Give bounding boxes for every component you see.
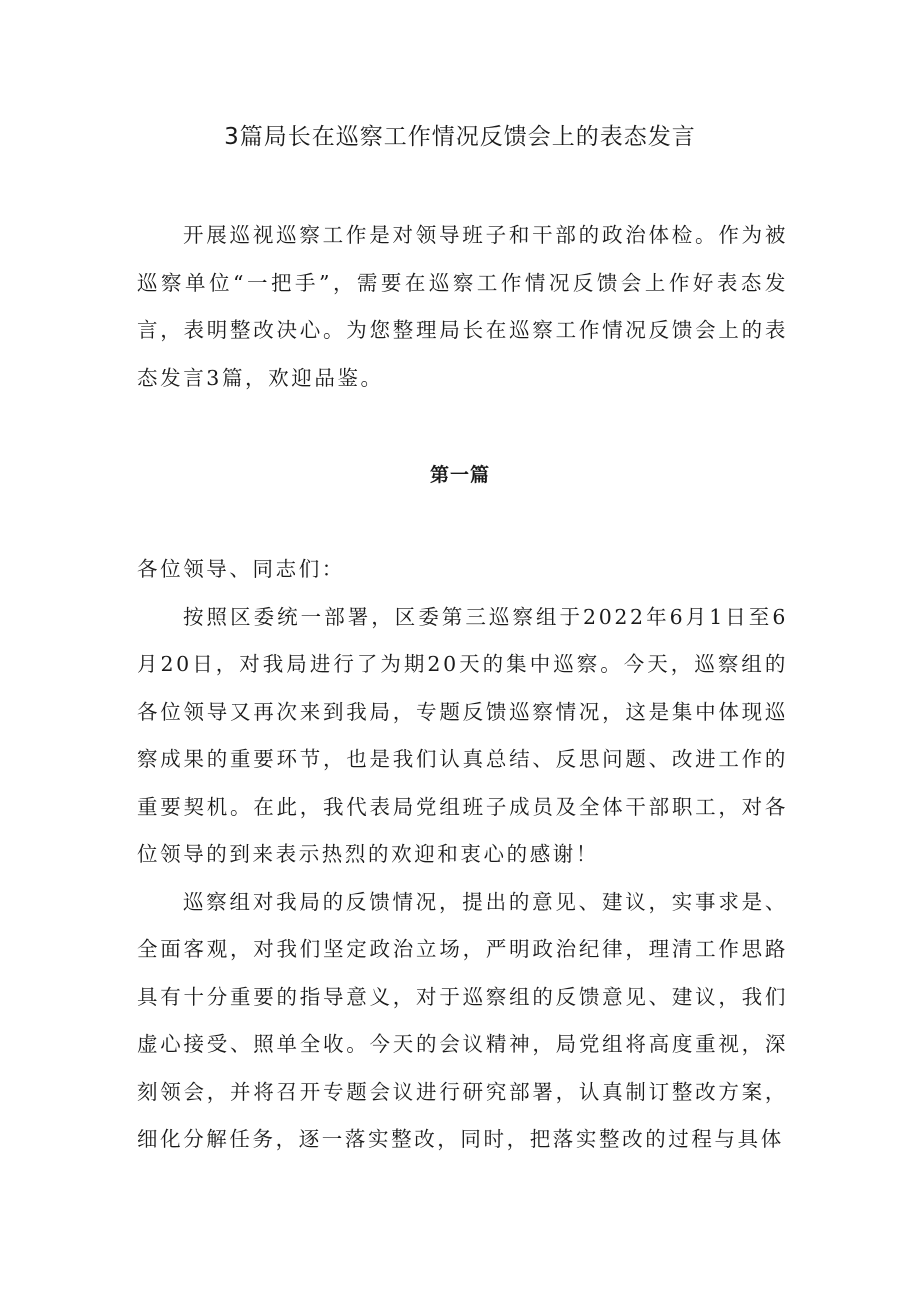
salutation: 各位领导、同志们：	[137, 557, 345, 581]
intro-paragraph: 开展巡视巡察工作是对领导班子和干部的政治体检。作为被巡察单位“一把手”，需要在巡察工作情况反馈会上作好表态发言，表明整改决心。为您整理局长在巡察工作情况反馈会上的表态发言3篇，欢迎品鉴。	[137, 223, 788, 390]
body-paragraph-2: 巡察组对我局的反馈情况，提出的意见、建议，实事求是、全面客观，对我们坚定政治立场，严明政治纪律，理清工作思路具有十分重要的指导意义，对于巡察组的反馈意见、建议，我们虚心接受、照单全收。今天的会议精神，局党组将高度重视，深刻领会，并将召开专题会议进行研究部署，认真制订整改方案，细化分解任务，逐一落实整改，同时，把落实整改的过程与具体	[137, 889, 788, 1151]
body-paragraph-1: 按照区委统一部署，区委第三巡察组于2022年6月1日至6月20日，对我局进行了为期20天的集中巡察。今天，巡察组的各位领导又再次来到我局，专题反馈巡察情况，这是集中体现巡察成果的重要环节，也是我们认真总结、反思问题、改进工作的重要契机。在此，我代表局党组班子成员及全体干部职工，对各位领导的到来表示热烈的欢迎和衷心的感谢！	[137, 604, 788, 866]
section-heading: 第一篇	[429, 464, 490, 486]
intro-section	[137, 212, 788, 402]
main-section	[137, 546, 788, 1164]
document-title: 3篇局长在巡察工作情况反馈会上的表态发言	[224, 124, 696, 150]
